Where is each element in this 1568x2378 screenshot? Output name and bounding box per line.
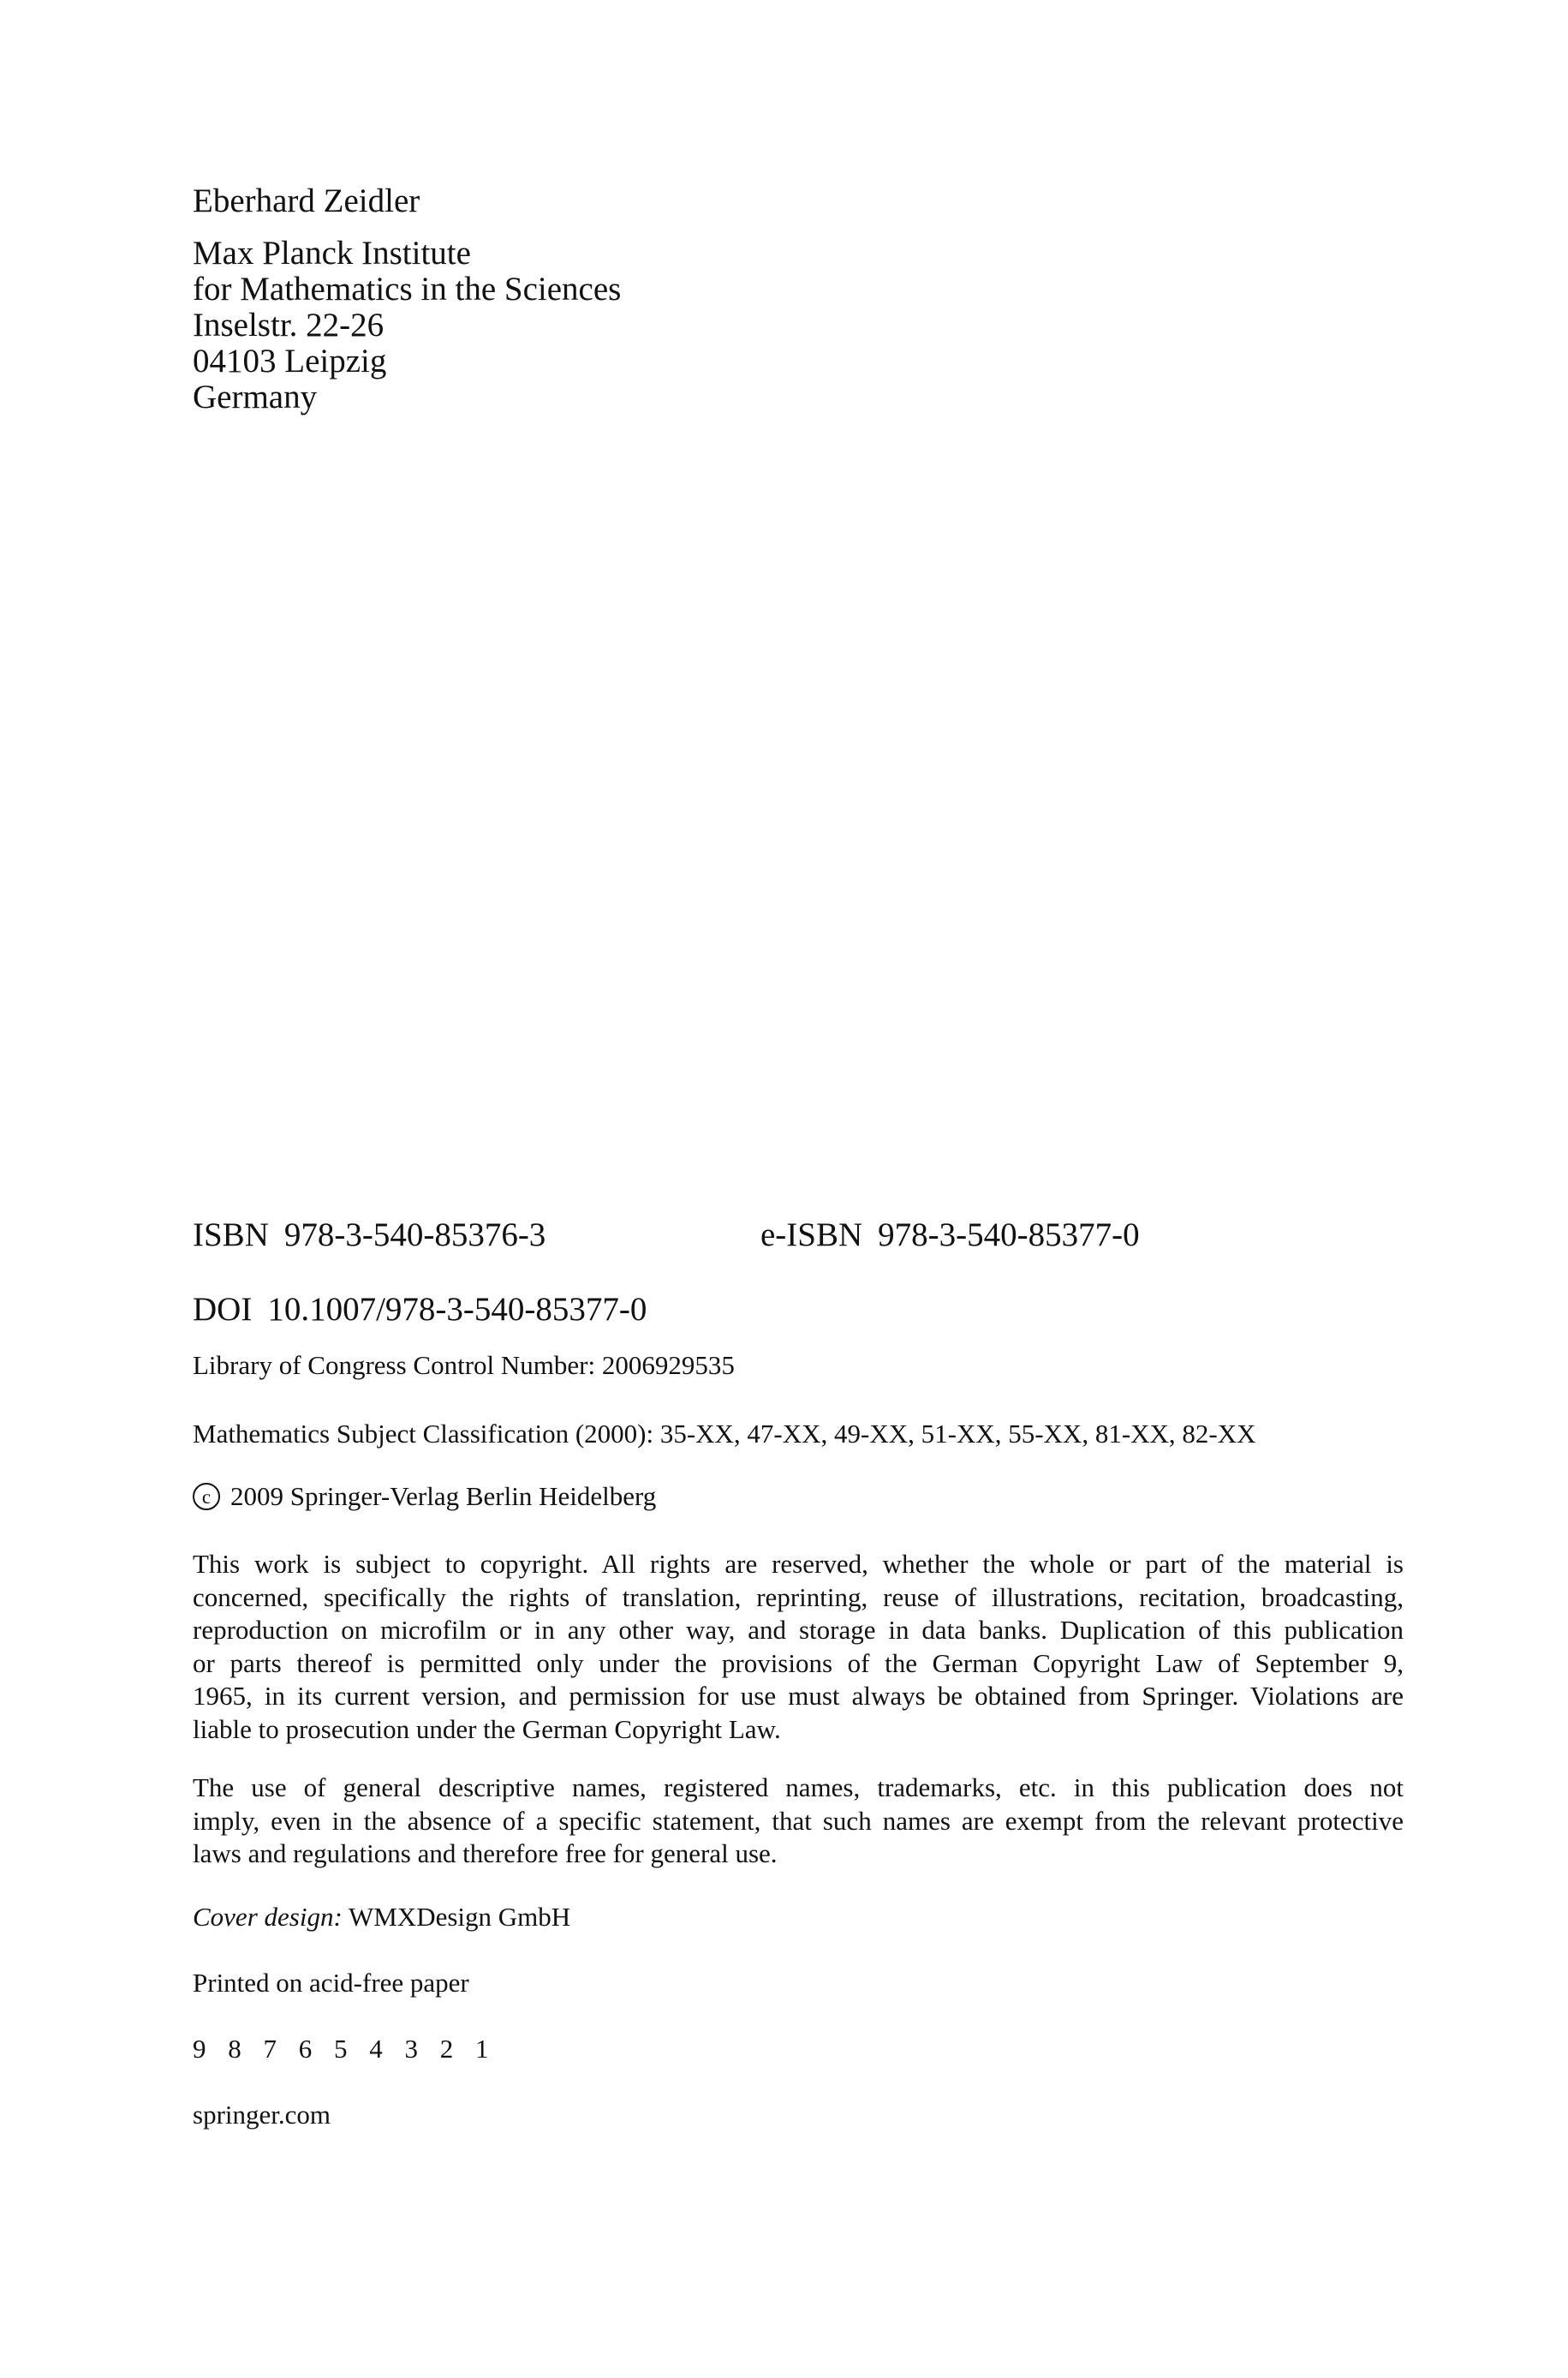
msc-line: Mathematics Subject Classification (2000): 35-XX, 47-XX, 49-XX, 51-XX, 55-XX, 81-XX, 82-XX <box>193 1419 1256 1449</box>
copyright-notice-paragraph <box>193 1548 1404 1746</box>
e-isbn-value: 978-3-540-85377-0 <box>878 1216 1140 1253</box>
isbn-print <box>193 1215 546 1256</box>
address-line-street: Inselstr. 22-26 <box>193 307 385 344</box>
trademarks-paragraph <box>193 1772 1404 1871</box>
paragraph-line: This work is subject to copyright. All rights are reserved, whether the whole or part of the material is <box>193 1549 1404 1579</box>
author-block <box>193 181 1392 415</box>
copyright-icon: c <box>193 1483 220 1510</box>
printed-on-line: Printed on acid-free paper <box>193 1968 469 1998</box>
doi-value: 10.1007/978-3-540-85377-0 <box>267 1291 647 1328</box>
paragraph-line: or parts thereof is permitted only under the provisions of the German Copyright Law of September 9, <box>193 1647 1404 1678</box>
website-line: springer.com <box>193 2100 331 2130</box>
cover-design-value: WMXDesign GmbH <box>348 1902 571 1932</box>
paragraph-line: 1965, in its current version, and permission for use must always be obtained from Springer. Violations are <box>193 1681 1404 1711</box>
address-line-country: Germany <box>193 379 318 415</box>
address-line-institute: Max Planck Institute <box>193 235 471 272</box>
doi-line <box>193 1289 647 1330</box>
isbn-value: 978-3-540-85376-3 <box>283 1216 546 1253</box>
address-line-city: 04103 Leipzig <box>193 343 387 379</box>
doi-label: DOI <box>193 1291 253 1328</box>
cover-design-label: Cover design: <box>193 1902 343 1932</box>
isbn-row <box>193 1215 1409 1258</box>
author-name: Eberhard Zeidler <box>193 182 420 219</box>
paragraph-line: laws and regulations and therefore free for general use. <box>193 1838 778 1868</box>
isbn-label: ISBN <box>193 1216 269 1253</box>
e-isbn <box>760 1215 1140 1256</box>
print-run-numbers: 9 8 7 6 5 4 3 2 1 <box>193 2034 497 2064</box>
address-line-department: for Mathematics in the Sciences <box>193 271 622 308</box>
paragraph-line: The use of general descriptive names, registered names, trademarks, etc. in this publication does not <box>193 1772 1404 1802</box>
paragraph-line: imply, even in the absence of a specific statement, that such names are exempt from the relevant protective <box>193 1805 1404 1836</box>
copyright-line <box>193 1480 656 1513</box>
paragraph-line: concerned, specifically the rights of translation, reprinting, reuse of illustrations, recitation, broadcasting, <box>193 1581 1404 1612</box>
paragraph-line: liable to prosecution under the German Copyright Law. <box>193 1713 781 1744</box>
lccn-line: Library of Congress Control Number: 2006929535 <box>193 1350 735 1380</box>
e-isbn-label: e-ISBN <box>760 1216 863 1253</box>
cover-design-line <box>193 1901 570 1933</box>
copyright-text: 2009 Springer-Verlag Berlin Heidelberg <box>230 1481 657 1511</box>
paragraph-line: reproduction on microfilm or in any other way, and storage in data banks. Duplication of this publication <box>193 1615 1404 1645</box>
